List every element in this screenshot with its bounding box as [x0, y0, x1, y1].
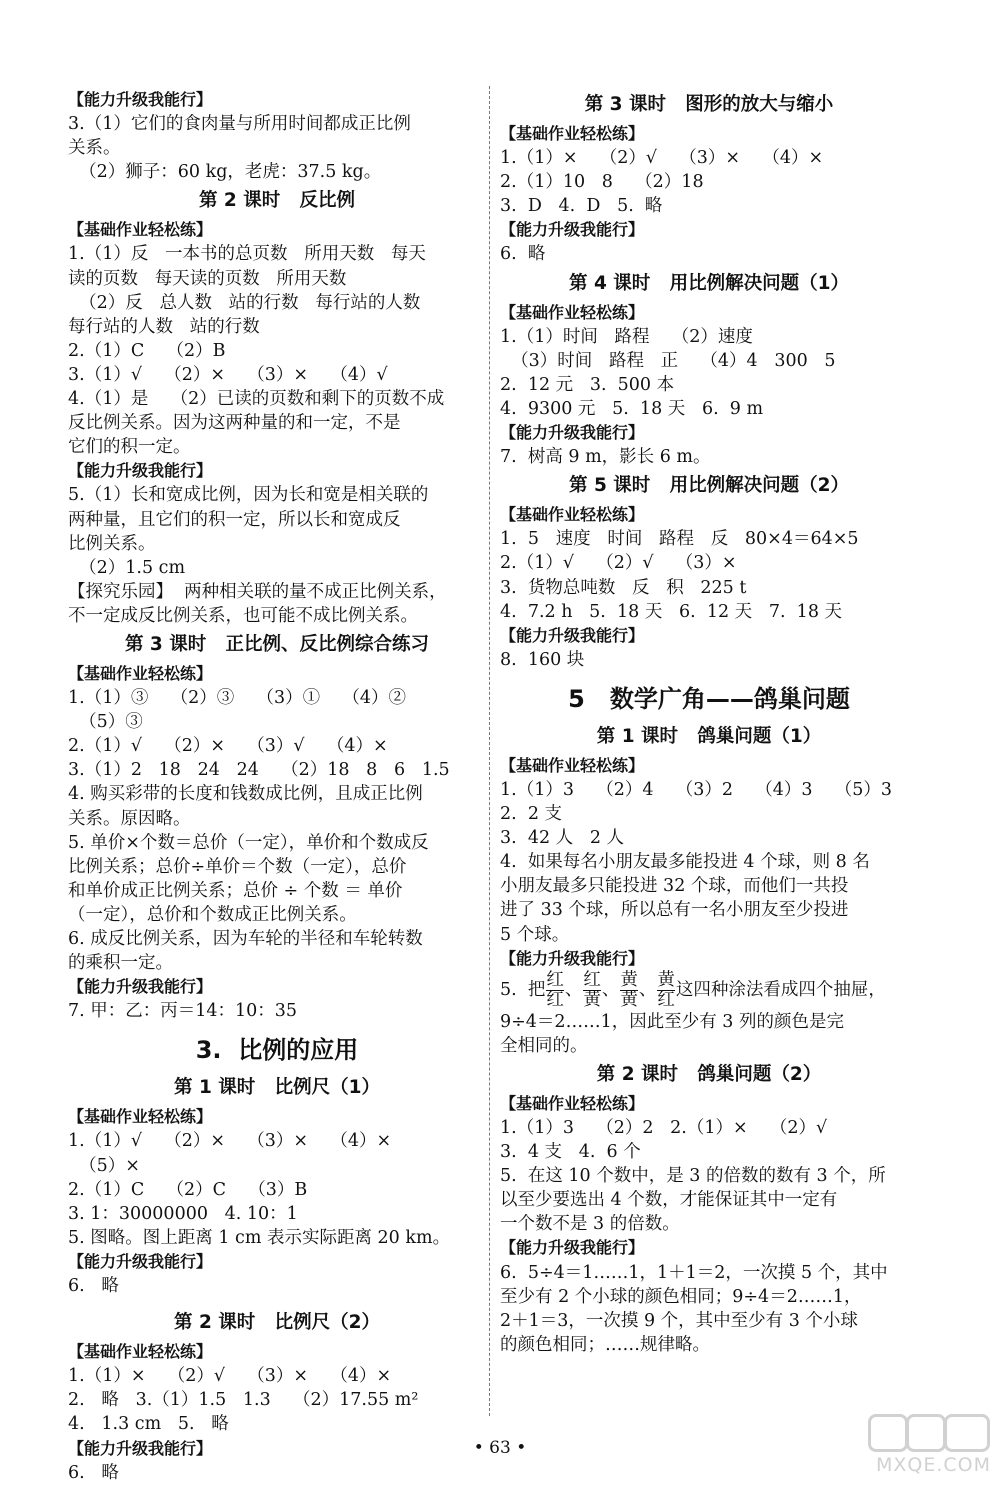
answer-line: 比例关系。	[68, 533, 156, 554]
watermark-logo	[862, 1414, 992, 1476]
answer-line: 5. 单价×个数＝总价（一定），单价和个数成反	[68, 832, 429, 853]
answer-line: 关系。	[68, 138, 121, 159]
lesson-heading: 第 3 课时 图形的放大与缩小	[584, 94, 834, 115]
answer-line: 1.（1）3 （2）2 2.（1）× （2）√	[500, 1118, 828, 1138]
answer-line: 每行站的人数 站的行数	[68, 316, 260, 337]
column-divider	[489, 86, 490, 1416]
left-column	[68, 88, 486, 1485]
answer-line: 1.（1）× （2）√ （3）× （4）×	[68, 1366, 392, 1387]
page-number: • 63 •	[473, 1438, 527, 1458]
answer-line: 1.（1）③ （2）③ （3）① （4）②	[68, 688, 406, 709]
color-pair-fraction: $\frac{\text{黄}}{\text{红}}$	[657, 969, 675, 1010]
section-tag: 【基础作业轻松练】	[500, 124, 645, 143]
answer-line: 关系。原因略。	[68, 808, 191, 829]
section-tag: 【能力升级我能行】	[500, 220, 645, 240]
answer-line: 1.（1）时间 路程 （2）速度	[500, 326, 753, 347]
answer-line: 6. 略	[68, 1462, 119, 1483]
answer-line: 5.（1）长和宽成比例，因为长和宽是相关联的	[68, 485, 429, 506]
lesson-heading: 第 5 课时 用比例解决问题（2）	[569, 475, 849, 497]
section-tag: 【基础作业轻松练】	[68, 220, 213, 240]
answer-line: 9÷4＝2……1，因此至少有 3 列的颜色是完	[500, 1011, 844, 1032]
answer-line: 进了 33 个球，所以总有一名小朋友至少投进	[500, 900, 849, 921]
answer-line: 小朋友最多只能投进 32 个球，而他们一共投	[500, 876, 849, 897]
answer-line: 一个数不是 3 的倍数。	[500, 1214, 680, 1235]
lesson-heading: 第 3 课时 正比例、反比例综合练习	[124, 633, 430, 655]
answer-line: 6. 略	[500, 244, 546, 265]
answer-line: 1.（1）√ （2）× （3）× （4）×	[68, 1131, 392, 1152]
section-tag: 【能力升级我能行】	[68, 461, 213, 481]
section-tag: 【能力升级我能行】	[500, 423, 645, 443]
answer-line: 4. 如果每名小朋友最多能投进 4 个球，则 8 名	[500, 852, 870, 873]
answer-line: 至少有 2 个小球的颜色相同；9÷4＝2……1，	[500, 1286, 862, 1307]
section-tag: 【能力升级我能行】	[68, 1438, 213, 1458]
answer-line: （5）×	[68, 1155, 140, 1176]
answer-line: 3. 42 人 2 人	[500, 828, 625, 849]
answer-line: 1.（1）× （2）√ （3）× （4）×	[500, 148, 824, 169]
answer-line: 6. 5÷4＝1……1，1＋1＝2，一次摸 5 个，其中	[500, 1262, 888, 1283]
answer-line: 全相同的。	[500, 1035, 588, 1056]
lesson-heading: 第 2 课时 比例尺（2）	[174, 1312, 380, 1334]
answer-line: 的乘积一定。	[68, 953, 173, 974]
fraction-line-prefix: 5. 把	[500, 979, 546, 1000]
answer-line: （一定），总价和个数成正比例关系。	[68, 904, 357, 925]
answer-line: 8. 160 块	[500, 649, 585, 670]
answer-line: 2.（1）√ （2）× （3）√ （4）×	[68, 736, 388, 757]
answer-line: （2）狮子：60 kg，老虎：37.5 kg。	[68, 162, 382, 183]
answer-line: 4. 购买彩带的长度和钱数成比例，且成正比例	[68, 784, 423, 805]
fraction-line-suffix: 这四种涂法看成四个抽屉，	[675, 979, 886, 1000]
section-tag: 【能力升级我能行】	[68, 1251, 213, 1271]
unit-heading: 5 数学广角——鸽巢问题	[568, 684, 850, 713]
answer-line: 2. 12 元 3. 500 本	[500, 374, 675, 395]
answer-line: 2.（1）C （2）C （3）B	[68, 1179, 308, 1200]
section-tag: 【能力升级我能行】	[500, 1238, 645, 1258]
color-pair-fraction: $\frac{\text{黄}}{\text{黄}}$	[620, 969, 638, 1010]
section-tag: 【基础作业轻松练】	[500, 755, 645, 775]
answer-line: 3.（1）2 18 24 24 （2）18 8 6 1.5	[68, 760, 450, 781]
answer-line: 2. 略 3.（1）1.5 1.3 （2）17.55 m²	[68, 1390, 419, 1411]
section-tag: 【能力升级我能行】	[500, 948, 645, 968]
answer-line: 6. 成反比例关系，因为车轮的半径和车轮转数	[68, 929, 423, 949]
answer-line: 7. 甲：乙：丙＝14：10：35	[68, 1001, 298, 1022]
answer-line: 5. 在这 10 个数中，是 3 的倍数的数有 3 个，所	[500, 1166, 886, 1187]
answer-line: 1. 5 速度 时间 路程 反 80×4＝64×5	[500, 529, 859, 550]
unit-heading: 3. 比例的应用	[195, 1036, 359, 1065]
answer-line: 3. 1：30000000 4. 10：1	[68, 1203, 298, 1224]
answer-line: 1.（1）反 一本书的总页数 所用天数 每天	[68, 244, 426, 265]
answer-line: 5 个球。	[500, 924, 570, 945]
answer-line: 2.（1）C （2）B	[68, 340, 226, 361]
answer-line: 2.（1）√ （2）√ （3）×	[500, 553, 737, 574]
section-tag: 【能力升级我能行】	[68, 977, 213, 997]
section-tag: 【基础作业轻松练】	[500, 302, 645, 322]
lesson-heading: 第 1 课时 比例尺（1）	[174, 1077, 380, 1099]
color-pair-fraction: $\frac{\text{红}}{\text{红}}$	[546, 969, 564, 1010]
answer-line: （5）③	[68, 712, 143, 733]
answer-line: 5. 图略。图上距离 1 cm 表示实际距离 20 km。	[68, 1227, 451, 1248]
right-column	[500, 88, 918, 1357]
section-tag: 【基础作业轻松练】	[500, 1093, 645, 1113]
answer-line: 3.（1）√ （2）× （3）× （4）√	[68, 364, 388, 385]
answer-line: 它们的积一定。	[68, 437, 191, 458]
answer-line: 反比例关系。因为这两种量的和一定，不是	[68, 413, 401, 434]
answer-line: 4. 9300 元 5. 18 天 6. 9 m	[500, 398, 764, 419]
watermark-text: MXQE.COM	[876, 1454, 992, 1476]
section-tag: 【基础作业轻松练】	[68, 663, 213, 683]
answer-line: 和单价成正比例关系；总价 ÷ 个数 ＝ 单价	[68, 880, 403, 901]
answer-line: 2.（1）10 8 （2）18	[500, 172, 704, 193]
lesson-heading: 第 2 课时 反比例	[198, 190, 356, 212]
answer-line: 1.（1）3 （2）4 （3）2 （4）3 （5）3	[500, 779, 893, 800]
section-tag: 【基础作业轻松练】	[500, 505, 645, 525]
answer-line: （2）反 总人数 站的行数 每行站的人数	[68, 292, 421, 313]
answer-line: 3.（1）它们的食肉量与所用时间都成正比例	[68, 114, 411, 135]
answer-line: 7. 树高 9 m，影长 6 m。	[500, 447, 711, 468]
answer-line: 2＋1＝3，一次摸 9 个，其中至少有 3 个小球	[500, 1310, 858, 1331]
section-tag: 【基础作业轻松练】	[68, 1107, 213, 1127]
section-tag: 【基础作业轻松练】	[68, 1342, 213, 1362]
lesson-heading: 第 2 课时 鸽巢问题（2）	[596, 1063, 822, 1085]
lesson-heading: 第 4 课时 用比例解决问题（1）	[569, 272, 849, 294]
answer-line: 3. D 4. D 5. 略	[500, 196, 663, 217]
answer-line: 3. 货物总吨数 反 积 225 t	[500, 577, 747, 598]
answer-line: 4. 7.2 h 5. 18 天 6. 12 天 7. 18 天	[500, 601, 843, 622]
answer-line: 4. 1.3 cm 5. 略	[68, 1414, 229, 1435]
answer-line: 3. 4 支 4. 6 个	[500, 1142, 641, 1163]
answer-line: 4.（1）是 （2）已读的页数和剩下的页数不成	[68, 389, 445, 410]
answer-line: 读的页数 每天读的页数 所用天数	[68, 268, 347, 289]
answer-line: 两种量，且它们的积一定，所以长和宽成反	[68, 509, 401, 530]
answer-line: 不一定成反比例关系，也可能不成比例关系。	[68, 605, 418, 626]
lesson-heading: 第 1 课时 鸽巢问题（1）	[596, 725, 822, 747]
answer-line: （2）1.5 cm	[68, 557, 186, 578]
answer-line: 比例关系；总价÷单价＝个数（一定），总价	[68, 856, 407, 877]
color-pair-fraction: $\frac{\text{红}}{\text{黄}}$	[583, 969, 601, 1010]
section-tag: 【能力升级我能行】	[68, 90, 213, 109]
fraction-line: 5. 把 $\frac{\text{红}}{\text{红}}$ 、 $\frac{\text{红}}{\text{黄}}$ 、 $\frac{\text{黄}}{\text{黄}}$ 、 $\frac{\text{黄}}{\text{红}}$ 这四种涂法看成四个抽屉，	[500, 969, 886, 1010]
section-tag: 【能力升级我能行】	[500, 625, 645, 645]
answer-line: 2. 2 支	[500, 804, 563, 825]
answer-line: 以至少要选出 4 个数，才能保证其中一定有	[500, 1190, 838, 1211]
answer-line: 【探究乐园】 两种相关联的量不成正比例关系，	[68, 581, 447, 602]
answer-line: 的颜色相同；……规律略。	[500, 1334, 710, 1355]
answer-line: （3）时间 路程 正 （4）4 300 5	[500, 350, 836, 371]
answer-line: 6. 略	[68, 1276, 119, 1297]
